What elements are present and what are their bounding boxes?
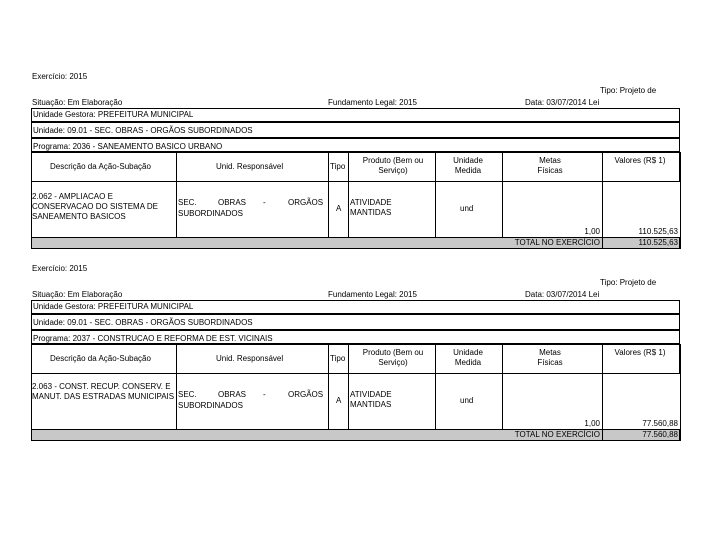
fundamento-label: Fundamento Legal: 2015 bbox=[328, 98, 417, 107]
unidade-gestora-label: Unidade Gestora: PREFEITURA MUNICIPAL bbox=[33, 302, 194, 311]
row-resp-b: OBRAS bbox=[218, 390, 247, 399]
total-value: 110.525,63 bbox=[638, 238, 678, 247]
col-header-unid-resp: Unid. Responsável bbox=[216, 354, 284, 363]
row-tipo: A bbox=[336, 204, 342, 213]
col-header-valores: Valores (R$ 1) bbox=[614, 348, 666, 357]
col-header-metas: Metas Físicas bbox=[537, 348, 563, 367]
col-header-descricao: Descrição da Ação-Subação bbox=[50, 354, 151, 363]
row-resp-d: ORGÃOS bbox=[288, 198, 324, 207]
row-resp-b: OBRAS bbox=[218, 198, 247, 207]
row-tipo: A bbox=[336, 396, 342, 405]
col-header-unidade-medida: Unidade Medida bbox=[453, 348, 483, 367]
col-header-produto: Produto (Bem ou Serviço) bbox=[362, 156, 424, 175]
data-label: Data: 03/07/2014 Lei bbox=[525, 290, 600, 299]
row-produto: ATIVIDADE MANTIDAS bbox=[350, 198, 392, 217]
row-resp-e: SUBORDINADOS bbox=[178, 401, 243, 410]
row-resp-c: - bbox=[263, 390, 266, 399]
col-header-metas: Metas Físicas bbox=[537, 156, 563, 175]
col-header-produto: Produto (Bem ou Serviço) bbox=[362, 348, 424, 367]
col-header-tipo: Tipo bbox=[330, 162, 346, 171]
row-resp-c: - bbox=[263, 198, 266, 207]
row-valores: 77.560,88 bbox=[642, 419, 678, 428]
data-label: Data: 03/07/2014 Lei bbox=[525, 98, 600, 107]
total-label: TOTAL NO EXERCÍCIO bbox=[514, 238, 600, 247]
row-descricao: 2.062 - AMPLIACAO E CONSERVACAO DO SISTEMA DE SANEAMENTO BASICOS bbox=[32, 192, 158, 221]
total-label: TOTAL NO EXERCÍCIO bbox=[514, 430, 600, 439]
row-unidade-medida: und bbox=[460, 396, 474, 405]
row-resp-a: SEC. bbox=[178, 198, 197, 207]
row-metas: 1,00 bbox=[584, 227, 600, 236]
row-produto: ATIVIDADE MANTIDAS bbox=[350, 390, 392, 409]
row-descricao: 2.063 - CONST. RECUP. CONSERV. E MANUT. DAS ESTRADAS MUNICIPAIS bbox=[32, 382, 175, 401]
col-header-tipo: Tipo bbox=[330, 354, 346, 363]
row-resp-a: SEC. bbox=[178, 390, 197, 399]
situacao-label: Situação: Em Elaboração bbox=[32, 98, 123, 107]
col-header-unidade-medida: Unidade Medida bbox=[453, 156, 483, 175]
row-unidade-medida: und bbox=[460, 204, 474, 213]
total-value: 77.560,88 bbox=[642, 430, 678, 439]
col-header-descricao: Descrição da Ação-Subação bbox=[50, 162, 151, 171]
fundamento-label: Fundamento Legal: 2015 bbox=[328, 290, 417, 299]
unidade-label: Unidade: 09.01 - SEC. OBRAS - ORGÃOS SUBORDINADOS bbox=[33, 318, 253, 327]
exercicio-label: Exercício: 2015 bbox=[32, 72, 88, 81]
unidade-label: Unidade: 09.01 - SEC. OBRAS - ORGÃOS SUBORDINADOS bbox=[33, 126, 253, 135]
row-resp-e: SUBORDINADOS bbox=[178, 209, 243, 218]
programa-label: Programa: 2037 - CONSTRUCAO E REFORMA DE EST. VICINAIS bbox=[33, 334, 273, 343]
tipo-label: Tipo: Projeto de bbox=[600, 278, 657, 287]
exercicio-label: Exercício: 2015 bbox=[32, 264, 88, 273]
situacao-label: Situação: Em Elaboração bbox=[32, 290, 123, 299]
row-valores: 110.525,63 bbox=[638, 227, 678, 236]
col-header-valores: Valores (R$ 1) bbox=[614, 156, 666, 165]
row-metas: 1,00 bbox=[584, 419, 600, 428]
programa-label: Programa: 2036 - SANEAMENTO BASICO URBANO bbox=[33, 142, 223, 151]
col-header-unid-resp: Unid. Responsável bbox=[216, 162, 284, 171]
row-resp-d: ORGÃOS bbox=[288, 390, 324, 399]
tipo-label: Tipo: Projeto de bbox=[600, 86, 657, 95]
unidade-gestora-label: Unidade Gestora: PREFEITURA MUNICIPAL bbox=[33, 110, 194, 119]
